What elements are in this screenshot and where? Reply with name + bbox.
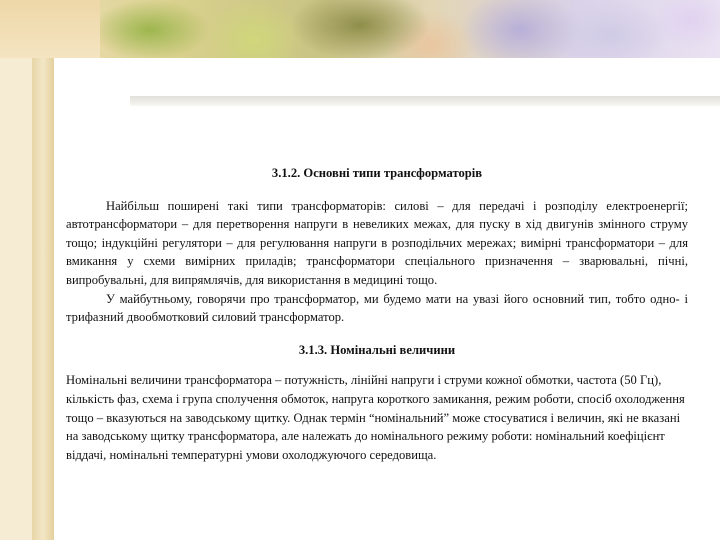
panel-top-shadow bbox=[130, 96, 720, 106]
paragraph-transformer-types: Найбільш поширені такі типи трансформаторів: силові – для передачі і розподілу електроенергії; автотрансформатори – для перетворення напруги в невеликих межах, для пуску в хід двигунів змінного струму тощо; індукційні регулятори – для регулювання напруги в розподільчих мережах; вимірні трансформатори – для вмикання у схеми вимірних приладів; трансформатори спеціального призначення – зварювальні, пічні, випробувальні, для випрямлячів, для використання в медицині тощо. bbox=[66, 198, 688, 287]
paragraph-main-type: У майбутньому, говорячи про трансформатор, ми будемо мати на увазі його основний тип, тобто одно- і трифазний двообмотковий силовий трансформатор. bbox=[66, 291, 688, 325]
section-heading-main-types: 3.1.2. Основні типи трансформаторів bbox=[271, 166, 483, 180]
slide-text-content bbox=[66, 164, 688, 464]
left-margin-band bbox=[0, 58, 32, 540]
header-corner-strip bbox=[0, 0, 100, 58]
left-decorative-band bbox=[32, 58, 54, 540]
section-heading-nominal-values: 3.1.3. Номінальні величини bbox=[298, 342, 456, 357]
paragraph-nominal-values: Номінальні величини трансформатора – потужність, лінійні напруги і струми кожної обмотки, частота (50 Гц), кількість фаз, схема і група сполучення обмоток, напруга короткого замикання, режим роботи, спосіб охолодження тощо – вказуються на заводському щитку. Однак термін “номінальний” може стосуватися і величин, які не вказані на заводському щитку трансформатора, але належать до номінального режиму роботи: номінальний коефіцієнт віддачі, номінальні температурні умови охолоджуючого середовища. bbox=[66, 373, 685, 462]
